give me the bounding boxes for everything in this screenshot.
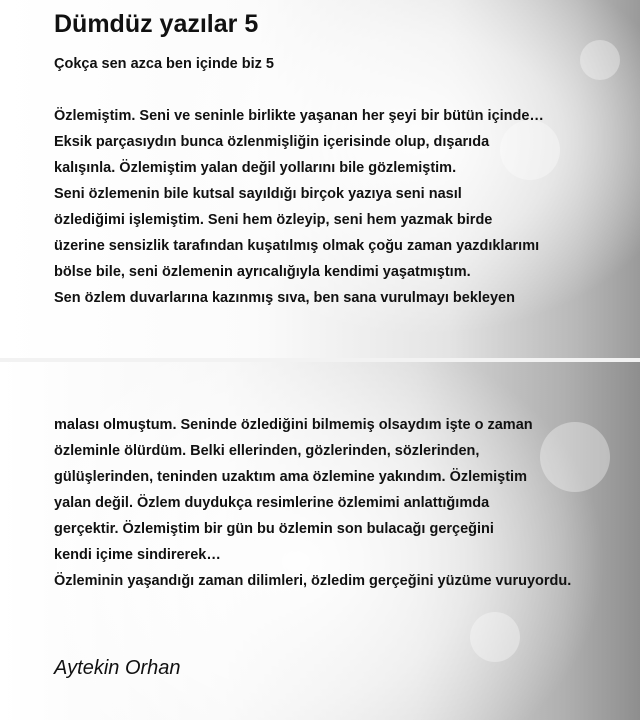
poem-line: üzerine sensizlik tarafından kuşatılmış olmak çoğu zaman yazdıklarımı — [54, 238, 540, 254]
poem-subtitle: Çokça sen azca ben içinde biz 5 — [54, 56, 274, 72]
poem-body-bottom — [54, 412, 571, 594]
poem-line: bölse bile, seni özlemenin ayrıcalığıyla kendimi yaşatmıştım. — [54, 264, 471, 280]
poem-line: özleminle ölürdüm. Belki ellerinden, gözlerinden, sözlerinden, — [54, 443, 480, 459]
poem-line: gerçektir. Özlemiştim bir gün bu özlemin son bulacağı gerçeğini — [54, 521, 494, 537]
poem-line: gülüşlerinden, teninden uzaktım ama özlemine yakındım. Özlemiştim — [54, 469, 527, 485]
bottom-page-panel — [0, 362, 640, 720]
poem-line: Sen özlem duvarlarına kazınmış sıva, ben sana vurulmayı bekleyen — [54, 290, 515, 306]
poem-line: özlediğimi işlemiştim. Seni hem özleyip, seni hem yazmak birde — [54, 212, 493, 228]
poem-line: Eksik parçasıydın bunca özlenmişliğin içerisinde olup, dışarıda — [54, 134, 490, 150]
top-page-panel — [0, 0, 640, 358]
poem-line: malası olmuştum. Seninde özlediğini bilmemiş olsaydım işte o zaman — [54, 417, 533, 433]
bokeh-light — [580, 40, 620, 80]
poem-line: kalışınla. Özlemiştim yalan değil yollarını bile gözlemiştim. — [54, 160, 457, 176]
bokeh-light — [470, 612, 520, 662]
poem-author: Aytekin Orhan — [54, 657, 181, 679]
poem-line: kendi içime sindirerek… — [54, 547, 221, 563]
poem-line: yalan değil. Özlem duydukça resimlerine özlemimi anlattığımda — [54, 495, 490, 511]
poem-line: Özlemiştim. Seni ve seninle birlikte yaşanan her şeyi bir bütün içinde… — [54, 108, 544, 124]
poem-line: Seni özlemenin bile kutsal sayıldığı birçok yazıya seni nasıl — [54, 186, 462, 202]
poem-title: Dümdüz yazılar 5 — [54, 10, 259, 38]
poem-line: Özleminin yaşandığı zaman dilimleri, özledim gerçeğini yüzüme vuruyordu. — [54, 573, 572, 589]
poem-body-top — [54, 103, 544, 311]
